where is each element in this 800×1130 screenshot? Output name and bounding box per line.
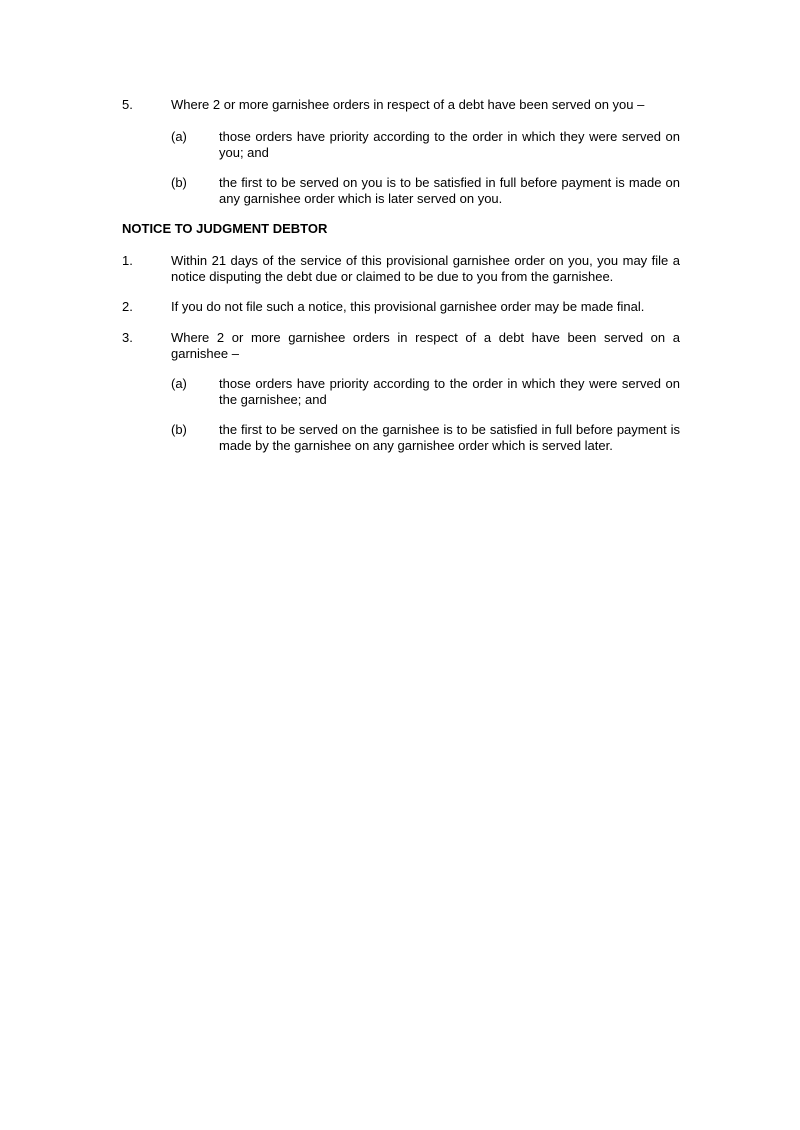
paragraph-2 xyxy=(122,299,680,315)
subparagraph-text: those orders have priority according to the order in which they were served on you; and xyxy=(219,129,680,160)
subparagraph-3a xyxy=(171,376,680,407)
subparagraph-label: (a) xyxy=(171,129,187,144)
subparagraph-text: the first to be served on you is to be satisfied in full before payment is made on any garnishee order which is later served on you. xyxy=(219,175,680,206)
paragraph-text: Within 21 days of the service of this provisional garnishee order on you, you may file a notice disputing the debt due or claimed to be due to you from the garnishee. xyxy=(171,253,680,284)
paragraph-number: 5. xyxy=(122,97,133,112)
paragraph-number: 1. xyxy=(122,253,133,268)
subparagraph-label: (b) xyxy=(171,175,187,190)
subparagraph-label: (b) xyxy=(171,422,187,437)
subparagraph-5a xyxy=(171,129,680,160)
subparagraph-text: those orders have priority according to the order in which they were served on the garnishee; and xyxy=(219,376,680,407)
subparagraph-3b xyxy=(171,422,680,453)
subparagraph-label: (a) xyxy=(171,376,187,391)
paragraph-number: 2. xyxy=(122,299,133,314)
subparagraph-5b xyxy=(171,175,680,206)
paragraph-3 xyxy=(122,330,680,361)
paragraph-5 xyxy=(122,97,680,113)
section-heading: NOTICE TO JUDGMENT DEBTOR xyxy=(122,221,328,236)
paragraph-text: If you do not file such a notice, this provisional garnishee order may be made final. xyxy=(171,299,645,314)
paragraph-text: Where 2 or more garnishee orders in respect of a debt have been served on a garnishee – xyxy=(171,330,680,361)
paragraph-1 xyxy=(122,253,680,284)
subparagraph-text: the first to be served on the garnishee is to be satisfied in full before payment is made by the garnishee on any garnishee order which is served later. xyxy=(219,422,680,453)
paragraph-text: Where 2 or more garnishee orders in respect of a debt have been served on you – xyxy=(171,97,645,112)
paragraph-number: 3. xyxy=(122,330,133,345)
